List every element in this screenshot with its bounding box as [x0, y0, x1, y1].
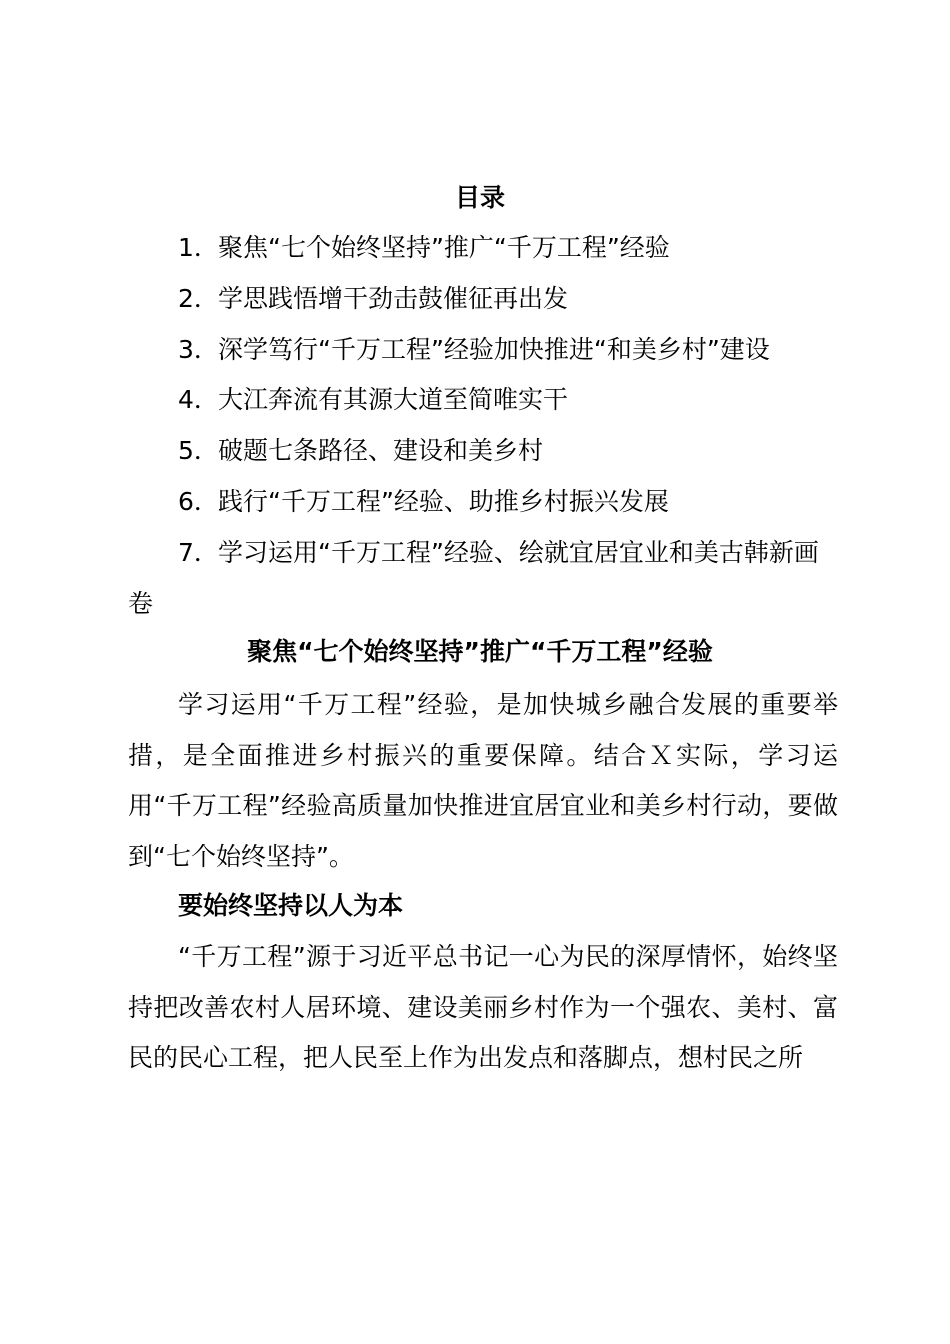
article-subheading: 要始终坚持以人为本 — [178, 891, 404, 920]
toc-item-text: 大江奔流有其源大道至简唯实干 — [218, 385, 569, 414]
toc-item-text: 深学笃行“千万工程”经验加快推进“和美乡村”建设 — [218, 335, 770, 364]
toc-item-number: 4． — [178, 385, 219, 414]
article-heading: 聚焦“七个始终坚持”推广“千万工程”经验 — [247, 637, 713, 666]
toc-item-number: 6． — [178, 487, 219, 516]
toc-item-number: 3． — [178, 335, 219, 364]
toc-item-3 — [178, 330, 770, 370]
toc-item-7 — [178, 533, 819, 573]
toc-item-number: 7． — [178, 538, 219, 567]
toc-item-1 — [178, 228, 670, 268]
toc-item-text: 践行“千万工程”经验、助推乡村振兴发展 — [218, 487, 669, 516]
toc-item-text: 破题七条路径、建设和美乡村 — [218, 436, 544, 465]
toc-item-5 — [178, 431, 543, 471]
toc-item-number: 2． — [178, 284, 219, 313]
toc-item-7-continuation: 卷 — [128, 589, 154, 618]
toc-item-number: 1． — [178, 233, 219, 262]
toc-item-number: 5． — [178, 436, 219, 465]
article-intro-paragraph: 学习运用“千万工程”经验，是加快城乡融合发展的重要举措，是全面推进乡村振兴的重要保障。结合Ｘ实际，学习运用“千万工程”经验高质量加快推进宜居宜业和美乡村行动，要做到“七个始终坚持”。 — [128, 690, 838, 871]
toc-item-6 — [178, 482, 669, 522]
toc-item-text: 学习运用“千万工程”经验、绘就宜居宜业和美古韩新画 — [218, 538, 819, 567]
toc-item-2 — [178, 279, 568, 319]
toc-item-4 — [178, 380, 568, 420]
toc-title: 目录 — [454, 183, 505, 212]
article-body-paragraph: “千万工程”源于习近平总书记一心为民的深厚情怀，始终坚持把改善农村人居环境、建设美丽乡村作为一个强农、美村、富民的民心工程，把人民至上作为出发点和落脚点，想村民之所 — [128, 942, 838, 1072]
toc-item-text: 聚焦“七个始终坚持”推广“千万工程”经验 — [218, 233, 670, 262]
toc-item-text: 学思践悟增干劲击鼓催征再出发 — [218, 284, 569, 313]
